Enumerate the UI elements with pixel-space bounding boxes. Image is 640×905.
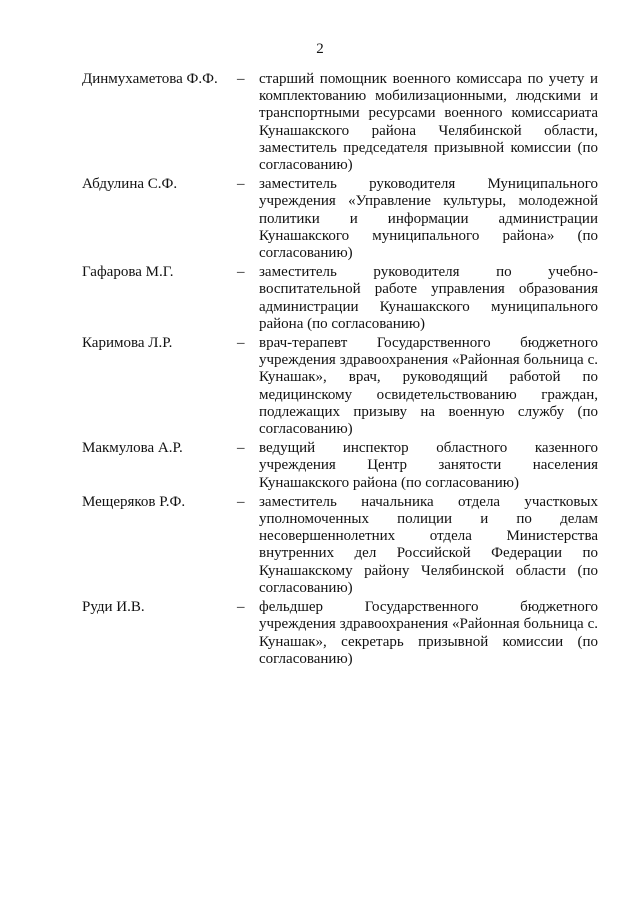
member-name: Абдулина С.Ф.: [82, 176, 178, 193]
member-role: заместитель начальника отдела участковых уполномоченных полиции и по делам несовершеннолетних отдела Министерства внутренних дел Российской Федерации по Кунашакскому району Челябинской области (по согласованию): [259, 493, 598, 596]
member-entry: [82, 71, 598, 174]
member-role: ведущий инспектор областного казенного учреждения Центр занятости населения Кунашакского района (по согласованию): [259, 440, 598, 491]
member-role: старший помощник военного комиссара по учету и комплектованию мобилизационными, людскими и транспортными ресурсами военного комиссариата Кунашакского района Челябинской области, заместитель председателя призывной комиссии (по согласованию): [259, 71, 598, 174]
member-dash: –: [237, 599, 245, 616]
member-dash: –: [237, 493, 245, 510]
member-entry: [82, 335, 598, 438]
member-entry: [82, 494, 598, 597]
member-role: заместитель руководителя по учебно-воспитательной работе управления образования администрации Кунашакского муниципального района (по согласованию): [259, 264, 598, 332]
member-entry: [82, 264, 598, 333]
member-dash: –: [237, 264, 245, 281]
member-role: заместитель руководителя Муниципального учреждения «Управление культуры, молодежной политики и информации администрации Кунашакского муниципального района» (по согласованию): [259, 176, 598, 262]
member-name: Гафарова М.Г.: [82, 264, 174, 281]
member-role: врач-терапевт Государственного бюджетного учреждения здравоохранения «Районная больница с. Кунашак», врач, руководящий работой по медицинскому освидетельствованию граждан, подлежащих призыву на военную службу (по согласованию): [259, 335, 598, 438]
page-number: 2: [316, 41, 324, 57]
member-name: Динмухаметова Ф.Ф.: [82, 71, 218, 87]
member-list: [82, 71, 598, 670]
member-dash: –: [237, 71, 245, 87]
member-entry: [82, 176, 598, 262]
member-name: Руди И.В.: [82, 599, 145, 616]
member-dash: –: [237, 335, 245, 352]
member-dash: –: [237, 176, 245, 193]
member-entry: [82, 599, 598, 668]
member-name: Мещеряков Р.Ф.: [82, 493, 186, 510]
member-name: Макмулова А.Р.: [82, 440, 183, 457]
member-role: фельдшер Государственного бюджетного учреждения здравоохранения «Районная больница с. Кунашак», секретарь призывной комиссии (по согласованию): [259, 599, 598, 667]
member-entry: [82, 440, 598, 492]
member-name: Каримова Л.Р.: [82, 335, 173, 352]
member-dash: –: [237, 440, 245, 457]
